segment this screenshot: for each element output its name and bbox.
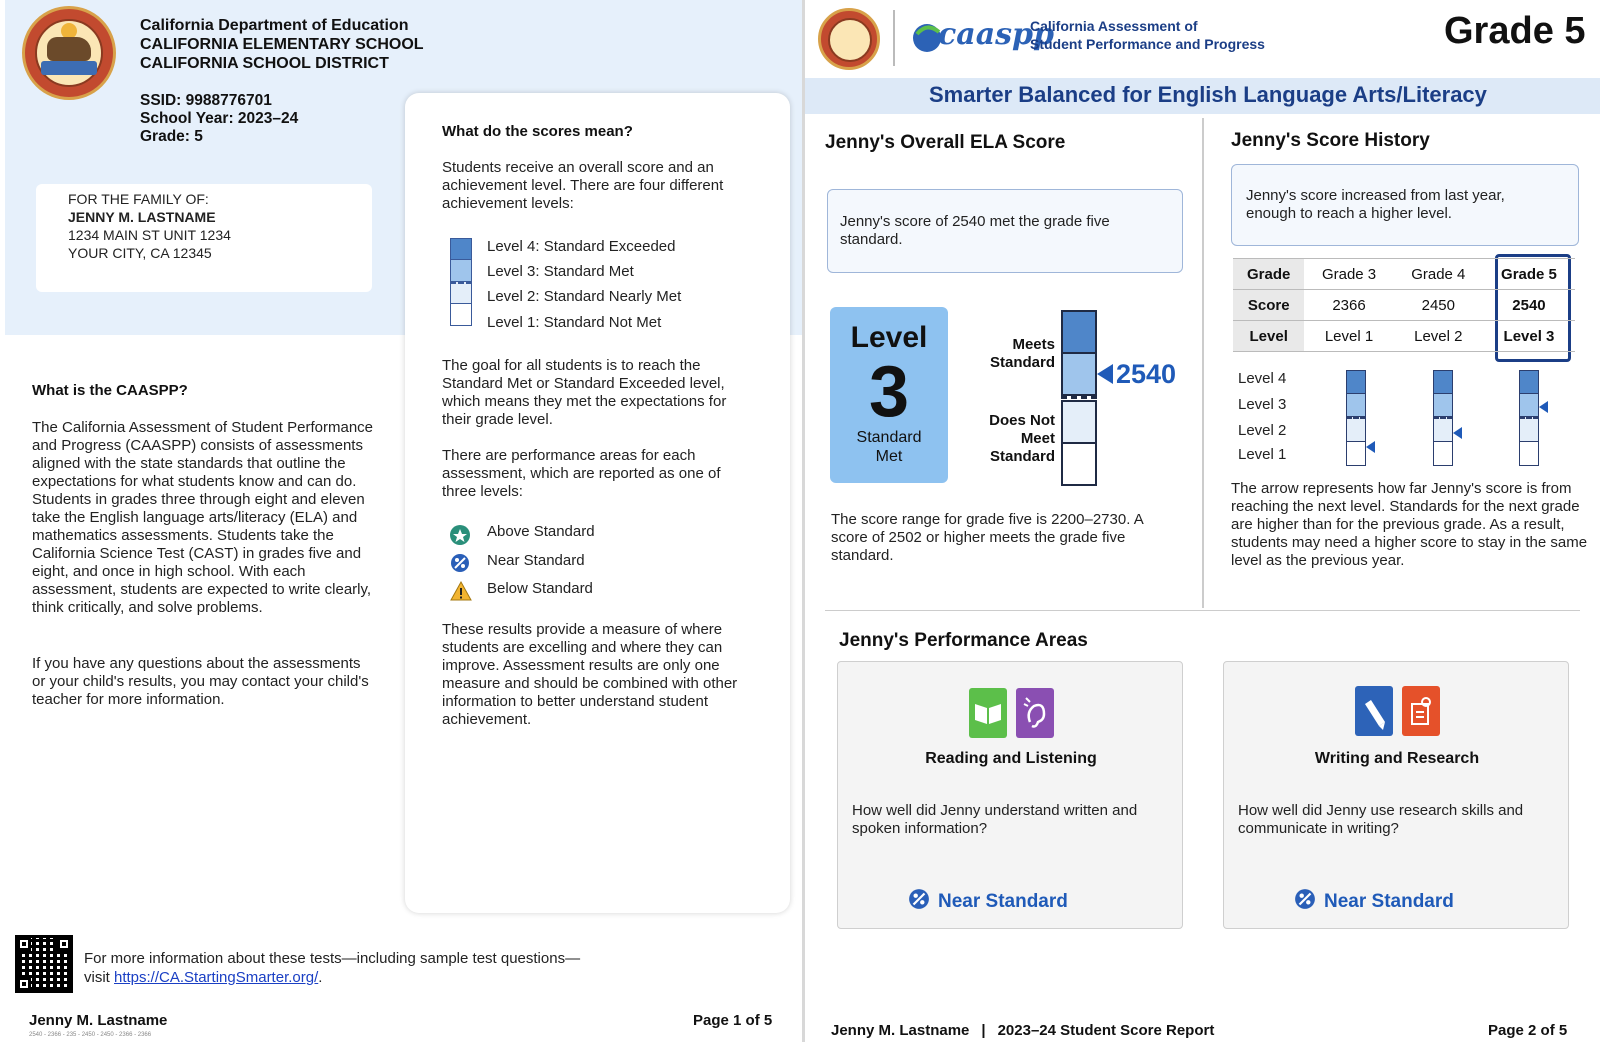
goal-paragraph: The goal for all students is to reach the Standard Met or Standard Exceeded level, which means they met the expectations for their grade level. xyxy=(442,357,727,428)
caaspp-paragraph: The California Assessment of Student Performance and Progress (CAASPP) consists of assessments aligned with the state standards that outline the expectations for what students know and can do. Students in grades three through eight and eleven take the English language arts/literacy (ELA) and mathematics assessments. Students take the California Science Test (CAST) in grades five and eight, and once in high school. With each assessment, students are expected to write clearly, think critically, and solve problems. xyxy=(32,419,374,616)
meets-standard-label xyxy=(977,336,1055,372)
grade-3-mini-bar xyxy=(1346,370,1366,466)
performance-heading: Jenny's Performance Areas xyxy=(839,630,1088,651)
level-2-label: Level 2: Standard Nearly Met xyxy=(487,288,682,305)
grade-4-mini-bar xyxy=(1433,370,1453,466)
footer-page-number: Page 1 of 5 xyxy=(693,1012,773,1029)
state-seal-small-icon xyxy=(818,8,880,70)
district-name: CALIFORNIA SCHOOL DISTRICT xyxy=(140,55,389,72)
hist-level-1: Level 1 xyxy=(1238,446,1287,463)
grade-4-arrow-icon xyxy=(1453,426,1462,444)
qr-code-icon xyxy=(15,935,73,993)
scores-intro: Students receive an overall score and an achievement level. There are four different achievement levels: xyxy=(442,159,724,212)
footer-student-name: Jenny M. Lastname xyxy=(29,1012,168,1029)
not-meet-standard-label xyxy=(965,412,1055,466)
history-heading: Jenny's Score History xyxy=(1231,130,1430,151)
table-cell: 2540 xyxy=(1483,290,1575,321)
address-city: YOUR CITY, CA 12345 xyxy=(68,245,212,261)
grade-5-mini-bar xyxy=(1519,370,1539,466)
program-line-1: California Assessment of xyxy=(1030,18,1198,34)
scale-level-4 xyxy=(1061,310,1097,354)
near-standard-label: Near Standard xyxy=(487,552,585,569)
level-word: Level xyxy=(850,321,928,354)
for-family-label: FOR THE FAMILY OF: xyxy=(68,191,209,207)
writing-research-result-label: Near Standard xyxy=(1324,890,1454,912)
header-separator xyxy=(893,10,895,66)
table-cell: 2450 xyxy=(1394,290,1483,321)
table-cell: Grade 3 xyxy=(1304,259,1393,290)
ssid: SSID: 9988776701 xyxy=(140,92,272,109)
footer-student-name: Jenny M. Lastname xyxy=(831,1022,970,1039)
reading-listening-question: How well did Jenny understand written and spoken information? xyxy=(852,802,1138,837)
table-header-cell: Score xyxy=(1233,290,1304,321)
dept-name: California Department of Education xyxy=(140,17,409,34)
recipient-name: JENNY M. LASTNAME xyxy=(68,209,216,225)
history-message-box xyxy=(1231,164,1579,246)
footer-report-title: 2023–24 Student Score Report xyxy=(997,1022,1215,1039)
book-icon xyxy=(969,688,1007,738)
footer-page-number: Page 2 of 5 xyxy=(1488,1022,1568,1039)
table-cell: Grade 4 xyxy=(1394,259,1483,290)
hist-level-2: Level 2 xyxy=(1238,422,1287,439)
report-page-2 xyxy=(805,0,1600,1042)
section-rule xyxy=(825,610,1580,611)
writing-research-title: Writing and Research xyxy=(1314,750,1480,767)
scores-meaning-card xyxy=(405,93,790,913)
level-3-label: Level 3: Standard Met xyxy=(487,263,634,280)
table-cell: Level 1 xyxy=(1304,321,1393,352)
below-standard-label: Below Standard xyxy=(487,580,593,597)
near-standard-icon xyxy=(450,553,470,573)
subject-banner xyxy=(805,78,1600,114)
subject-title: Smarter Balanced for English Language Arts/Literacy xyxy=(929,82,1487,107)
visit-line xyxy=(84,969,322,987)
level-scale-icon xyxy=(450,238,472,326)
overall-message-box xyxy=(827,189,1183,273)
writing-research-result xyxy=(1294,888,1454,915)
notmeet-line-3: Standard xyxy=(989,448,1055,465)
scale-level-1 xyxy=(1061,442,1097,486)
closing-paragraph: These results provide a measure of where students are excelling and where they can improve. Assessment results are only one measure and should be combined with other information to better understand student achievement. xyxy=(442,621,738,728)
caaspp-heading: What is the CAASPP? xyxy=(32,382,188,399)
level-4-label: Level 4: Standard Exceeded xyxy=(487,238,676,255)
notmeet-line-2: Meet xyxy=(1020,430,1055,447)
reading-listening-title: Reading and Listening xyxy=(925,750,1097,767)
below-standard-icon xyxy=(450,581,470,601)
research-icon xyxy=(1402,686,1440,736)
visit-prefix: visit xyxy=(84,969,114,986)
level-badge xyxy=(830,307,948,483)
level-desc-2: Met xyxy=(875,448,903,465)
table-header-cell: Grade xyxy=(1233,259,1304,290)
meets-line-2: Standard xyxy=(989,354,1055,371)
grade: Grade: 5 xyxy=(140,128,203,145)
starting-smarter-link[interactable]: https://CA.StartingSmarter.org/ xyxy=(114,969,319,986)
table-cell: Level 3 xyxy=(1483,321,1575,352)
above-standard-label: Above Standard xyxy=(487,523,595,540)
school-name: CALIFORNIA ELEMENTARY SCHOOL xyxy=(140,36,424,53)
writing-research-card xyxy=(1223,661,1569,929)
reading-listening-card xyxy=(837,661,1183,929)
overall-heading: Jenny's Overall ELA Score xyxy=(825,132,1066,153)
writing-research-question: How well did Jenny use research skills and communicate in writing? xyxy=(1238,802,1524,837)
near-standard-icon xyxy=(1294,888,1316,915)
scale-level-3 xyxy=(1061,352,1097,396)
level-number: 3 xyxy=(868,352,910,432)
level-1-label: Level 1: Standard Not Met xyxy=(487,314,662,331)
more-info-text: For more information about these tests—including sample test questions— xyxy=(84,950,581,967)
history-message: Jenny's score increased from last year, enough to reach a higher level. xyxy=(1246,187,1505,222)
table-cell: 2366 xyxy=(1304,290,1393,321)
grade-5-arrow-icon xyxy=(1539,400,1548,418)
level-desc-1: Standard xyxy=(856,429,922,446)
visit-suffix: . xyxy=(318,969,323,986)
program-line-2: Student Performance and Progress xyxy=(1030,36,1265,52)
table-row xyxy=(1233,259,1575,290)
table-row xyxy=(1233,290,1575,321)
pencil-icon xyxy=(1355,686,1393,736)
scale-level-2 xyxy=(1061,400,1097,444)
hist-level-3: Level 3 xyxy=(1238,396,1287,413)
meets-line-1: Meets xyxy=(1012,336,1055,353)
score-range-note: The score range for grade five is 2200–2730. A score of 2502 or higher meets the grade five standard. xyxy=(831,511,1143,564)
footer-fine-print: 2540 - 2366 - 235 - 2450 - 2450 - 2366 - 2366 xyxy=(29,1032,152,1038)
address-street: 1234 MAIN ST UNIT 1234 xyxy=(68,227,231,243)
score-scale-bar xyxy=(1061,310,1097,486)
column-divider xyxy=(1202,118,1204,608)
table-row xyxy=(1233,321,1575,352)
history-note: The arrow represents how far Jenny's score is from reaching the next level. Standards for the next grade are higher than for the previous grade. As a result, students may need a higher score to stay in the same level as the previous year. xyxy=(1231,480,1588,569)
reading-listening-result-label: Near Standard xyxy=(938,890,1068,912)
near-standard-icon xyxy=(908,888,930,915)
grade-title: Grade 5 xyxy=(1444,10,1586,52)
grade-3-arrow-icon xyxy=(1366,440,1375,458)
above-standard-icon xyxy=(450,525,470,545)
overall-score: 2540 xyxy=(1116,359,1177,389)
scale-threshold xyxy=(1061,396,1097,399)
score-history-table xyxy=(1233,258,1575,352)
school-year: School Year: 2023–24 xyxy=(140,110,299,127)
caaspp-logo-text: caaspp xyxy=(938,17,1054,52)
overall-message: Jenny's score of 2540 met the grade five standard. xyxy=(840,213,1110,248)
questions-paragraph: If you have any questions about the assessments or your child's results, you may contact your child's teacher for more information. xyxy=(32,655,369,708)
ear-icon xyxy=(1016,688,1054,738)
areas-intro: There are performance areas for each assessment, which are reported as one of three levels: xyxy=(442,447,721,500)
page2-footer xyxy=(831,1022,1214,1039)
table-header-cell: Level xyxy=(1233,321,1304,352)
address-box xyxy=(36,184,372,292)
notmeet-line-1: Does Not xyxy=(989,412,1055,429)
footer-separator: | xyxy=(981,1022,986,1039)
table-cell: Level 2 xyxy=(1394,321,1483,352)
state-seal-icon xyxy=(22,6,116,100)
scores-heading: What do the scores mean? xyxy=(442,123,633,140)
reading-listening-result xyxy=(908,888,1068,915)
hist-level-4: Level 4 xyxy=(1238,370,1287,387)
score-arrow-icon xyxy=(1097,364,1113,389)
table-cell: Grade 5 xyxy=(1483,259,1575,290)
